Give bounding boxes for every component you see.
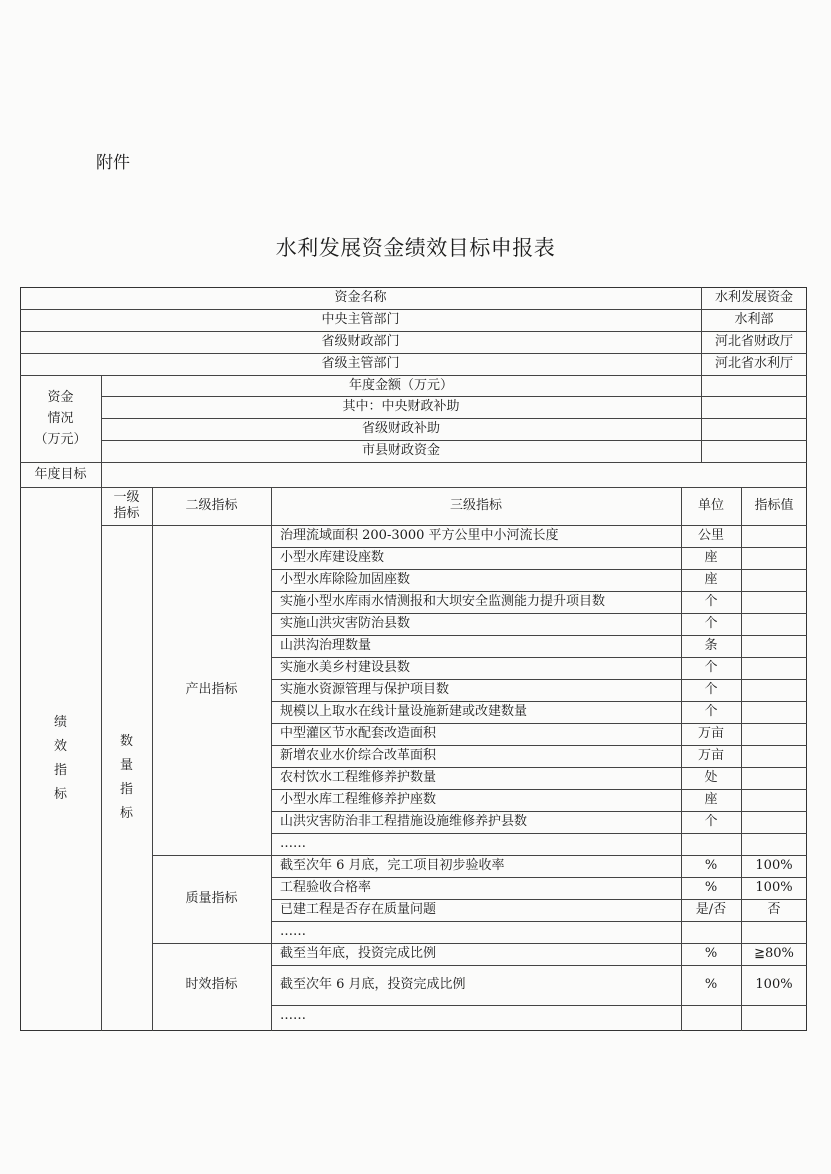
table-rule-horizontal bbox=[271, 921, 807, 922]
table-rule-horizontal bbox=[271, 679, 807, 680]
table-rule-horizontal bbox=[271, 723, 807, 724]
form-title: 水利发展资金绩效目标申报表 bbox=[275, 236, 556, 260]
indicator-unit: % bbox=[704, 946, 718, 961]
indicator-name: 工程验收合格率 bbox=[280, 880, 372, 895]
info-label: 中央主管部门 bbox=[321, 312, 400, 327]
table-rule-horizontal bbox=[20, 353, 807, 354]
info-value: 水利部 bbox=[734, 312, 774, 327]
table-rule-horizontal bbox=[271, 965, 807, 966]
indicator-name: 截至当年底，投资完成比例 bbox=[280, 946, 437, 961]
table-rule-horizontal bbox=[271, 811, 807, 812]
funding-row-label: 年度金额（万元） bbox=[348, 377, 453, 393]
table-rule-vertical bbox=[701, 375, 702, 462]
table-rule-vertical bbox=[101, 487, 102, 1031]
indicator-unit: 个 bbox=[704, 616, 718, 631]
level1-indicator: 数 量 指 标 bbox=[119, 734, 133, 821]
indicator-name: 实施水资源管理与保护项目数 bbox=[280, 682, 450, 697]
table-rule-vertical bbox=[271, 487, 272, 1031]
indicator-unit: 万亩 bbox=[697, 748, 724, 763]
table-rule-horizontal bbox=[20, 487, 807, 488]
attachment-label: 附件 bbox=[96, 153, 130, 173]
indicator-unit: 座 bbox=[704, 550, 718, 565]
indicator-value: 100% bbox=[755, 977, 793, 992]
indicator-name: 实施山洪灾害防治县数 bbox=[280, 616, 411, 631]
indicator-name: …… bbox=[280, 836, 306, 851]
level2-indicator: 产出指标 bbox=[185, 682, 238, 697]
level2-indicator: 质量指标 bbox=[185, 891, 238, 906]
indicator-unit: 个 bbox=[704, 704, 718, 719]
table-rule-horizontal bbox=[20, 375, 807, 376]
info-label: 资金名称 bbox=[334, 290, 387, 305]
table-rule-horizontal bbox=[271, 635, 807, 636]
indicator-unit: 个 bbox=[704, 660, 718, 675]
table-rule-horizontal bbox=[271, 899, 807, 900]
table-rule-horizontal bbox=[271, 855, 807, 856]
info-value: 河北省财政厅 bbox=[714, 334, 793, 349]
indicator-value: 100% bbox=[755, 880, 793, 895]
level1-header: 一级 指标 bbox=[113, 490, 140, 521]
table-rule-horizontal bbox=[271, 745, 807, 746]
indicator-unit: 条 bbox=[704, 638, 718, 653]
table-rule-horizontal bbox=[271, 833, 807, 834]
indicator-name: 已建工程是否存在质量问题 bbox=[280, 902, 437, 917]
level2-header: 二级指标 bbox=[185, 498, 238, 513]
indicator-name: 小型水库除险加固座数 bbox=[280, 572, 411, 587]
indicator-name: …… bbox=[280, 924, 306, 939]
indicator-value: ≧80% bbox=[754, 946, 794, 961]
indicator-value: 否 bbox=[767, 902, 781, 917]
indicator-unit: 个 bbox=[704, 594, 718, 609]
indicator-unit: 处 bbox=[704, 770, 718, 785]
indicator-unit: % bbox=[704, 858, 718, 873]
table-rule-vertical bbox=[101, 375, 102, 462]
table-rule-horizontal bbox=[271, 789, 807, 790]
indicator-name: 农村饮水工程维修养护数量 bbox=[280, 770, 437, 785]
info-label: 省级财政部门 bbox=[321, 334, 400, 349]
table-rule-horizontal bbox=[271, 569, 807, 570]
indicator-name: 实施小型水库雨水情测报和大坝安全监测能力提升项目数 bbox=[280, 594, 606, 609]
table-rule-vertical bbox=[152, 487, 153, 1031]
table-rule-horizontal bbox=[20, 331, 807, 332]
table-rule-vertical bbox=[101, 462, 102, 487]
table-rule-vertical bbox=[701, 287, 702, 375]
table-rule-horizontal bbox=[271, 701, 807, 702]
indicator-unit: 万亩 bbox=[697, 726, 724, 741]
indicator-name: 治理流域面积 200-3000 平方公里中小河流长度 bbox=[280, 528, 559, 543]
level2-indicator: 时效指标 bbox=[185, 977, 238, 992]
table-rule-vertical bbox=[741, 487, 742, 1031]
funding-row-label: 市县财政资金 bbox=[361, 443, 440, 458]
table-rule-horizontal bbox=[271, 613, 807, 614]
indicator-name: 截至次年 6 月底，投资完成比例 bbox=[280, 977, 466, 992]
level3-header: 三级指标 bbox=[449, 498, 502, 513]
table-rule-horizontal bbox=[152, 943, 271, 944]
table-rule-horizontal bbox=[271, 591, 807, 592]
indicator-unit: % bbox=[704, 880, 718, 895]
indicator-name: 小型水库工程维修养护座数 bbox=[280, 792, 437, 807]
table-rule-horizontal bbox=[271, 943, 807, 944]
unit-header: 单位 bbox=[697, 498, 724, 513]
indicator-unit: 公里 bbox=[697, 528, 724, 543]
table-rule-horizontal bbox=[271, 657, 807, 658]
indicator-name: 实施水美乡村建设县数 bbox=[280, 660, 411, 675]
table-rule-horizontal bbox=[271, 767, 807, 768]
indicator-unit: 个 bbox=[704, 814, 718, 829]
indicator-name: 规模以上取水在线计量设施新建或改建数量 bbox=[280, 704, 528, 719]
indicator-unit: 座 bbox=[704, 572, 718, 587]
table-rule-horizontal bbox=[20, 309, 807, 310]
indicator-unit: 个 bbox=[704, 682, 718, 697]
table-rule-horizontal bbox=[271, 547, 807, 548]
indicator-name: 新增农业水价综合改革面积 bbox=[280, 748, 437, 763]
indicator-name: 山洪灾害防治非工程措施设施维修养护县数 bbox=[280, 814, 528, 829]
info-label: 省级主管部门 bbox=[321, 356, 400, 371]
table-rule-horizontal bbox=[152, 855, 271, 856]
table-rule-horizontal bbox=[271, 1005, 807, 1006]
indicator-name: 截至次年 6 月底，完工项目初步验收率 bbox=[280, 858, 505, 873]
info-value: 河北省水利厅 bbox=[714, 356, 793, 371]
target-value-header: 指标值 bbox=[754, 498, 794, 513]
indicator-name: 小型水库建设座数 bbox=[280, 550, 385, 565]
table-rule-horizontal bbox=[101, 525, 807, 526]
indicator-name: 中型灌区节水配套改造面积 bbox=[280, 726, 437, 741]
performance-group-label: 绩 效 指 标 bbox=[53, 715, 67, 802]
funding-row-label: 其中：中央财政补助 bbox=[342, 399, 460, 414]
table-rule-vertical bbox=[681, 487, 682, 1031]
table-rule-horizontal bbox=[271, 877, 807, 878]
annual-target-label: 年度目标 bbox=[34, 466, 87, 482]
funding-row-label: 省级财政补助 bbox=[361, 421, 440, 436]
indicator-value: 100% bbox=[755, 858, 793, 873]
table-rule-horizontal bbox=[20, 462, 807, 463]
indicator-unit: 座 bbox=[704, 792, 718, 807]
funding-group-label: 资金 情况 （万元） bbox=[34, 390, 87, 447]
info-value: 水利发展资金 bbox=[714, 290, 793, 305]
indicator-name: …… bbox=[280, 1008, 306, 1023]
indicator-unit: 是/否 bbox=[695, 902, 727, 917]
indicator-name: 山洪沟治理数量 bbox=[280, 638, 372, 653]
indicator-unit: % bbox=[704, 977, 718, 992]
